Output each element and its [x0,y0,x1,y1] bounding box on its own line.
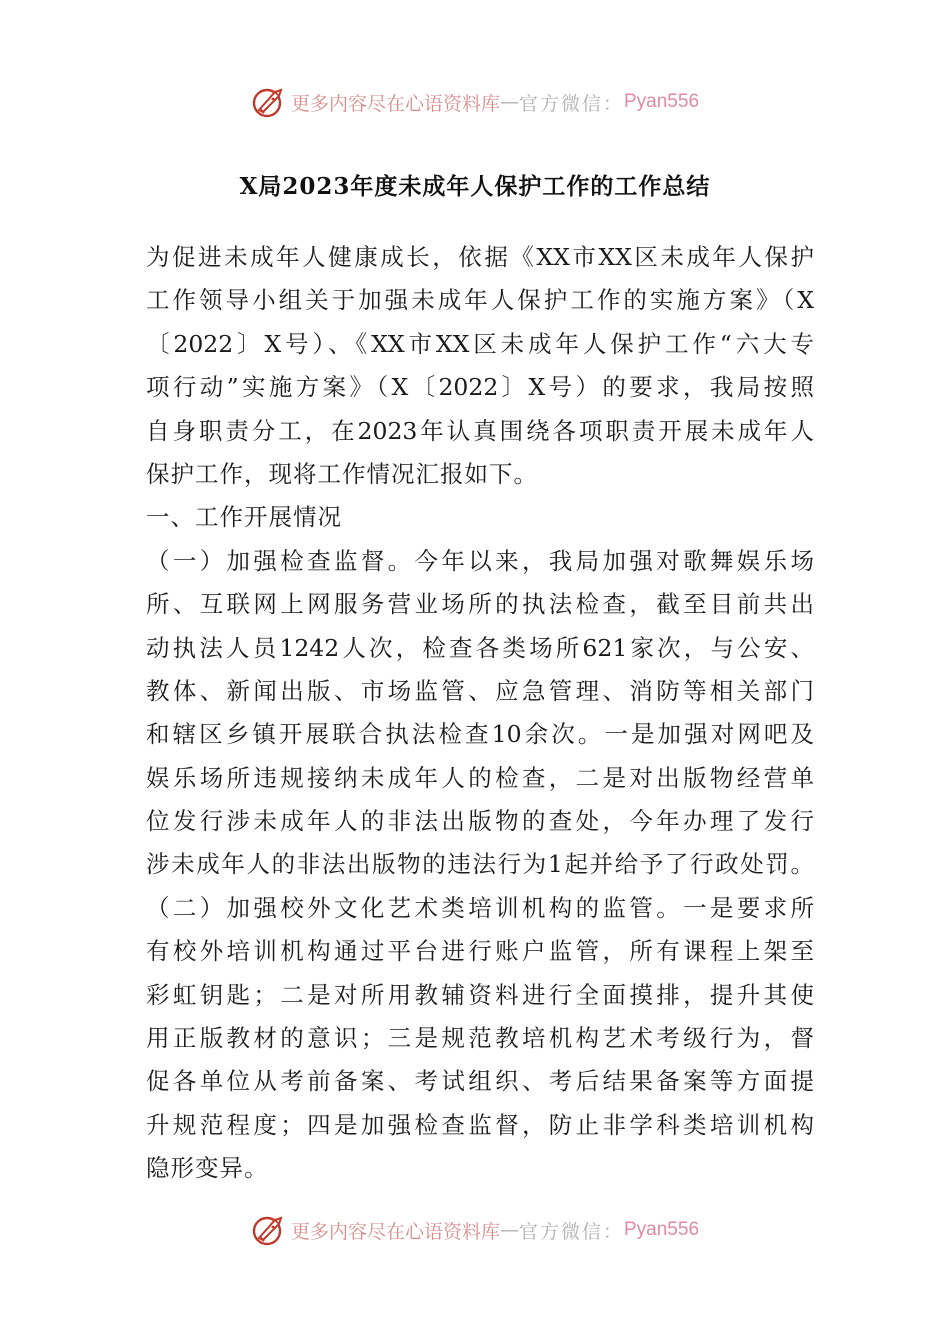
body-line: （二）加强校外文化艺术类培训机构的监管。一是要求所 [146,893,814,922]
body-line: 有校外培训机构通过平台进行账户监管，所有课程上架至 [146,937,814,966]
body-line: 为促进未成年人健康成长，依据《XX市XX区未成年人保护 [146,243,814,271]
pen-logo-icon [251,1212,287,1248]
pen-logo-icon [251,84,287,120]
body-line: 和辖区乡镇开展联合执法检查10余次。一是加强对网吧及 [146,720,814,749]
body-line: 教体、新闻出版、市场监管、应急管理、消防等相关部门 [146,676,814,705]
body-line: 位发行涉未成年人的非法出版物的查处，今年办理了发行 [146,807,814,836]
body-line: 〔2022〕X号）、《XX市XX区未成年人保护工作“六大专 [146,329,814,358]
body-line: 项行动”实施方案》（X〔2022〕X号）的要求，我局按照 [146,373,814,402]
body-line: 工作领导小组关于加强未成年人保护工作的实施方案》（X [146,286,814,315]
body-line: 促各单位从考前备案、考试组织、考后结果备案等方面提 [146,1067,814,1096]
banner-text: 更多内容尽在心语资料库 [290,1220,500,1243]
body-line: 一、工作开展情况 [146,503,342,532]
body-line: 自身职责分工，在2023年认真围绕各项职责开展未成年人 [146,416,814,445]
banner-wechat-id: Pyan556 [624,91,700,112]
banner-separator: — [499,1219,519,1241]
body-line: 动执法人员1242人次，检查各类场所621家次，与公安、 [146,633,814,662]
body-line: 用正版教材的意识；三是规范教培机构艺术考级行为，督 [146,1024,814,1053]
body-line: 娱乐场所违规接纳未成年人的检查，二是对出版物经营单 [146,763,814,792]
banner-text: 更多内容尽在心语资料库 [290,92,500,115]
body-line: 彩虹钥匙；二是对所用教辅资料进行全面摸排，提升其使 [146,980,814,1009]
banner-separator: — [499,91,519,113]
document-body [146,236,814,1191]
banner-wechat-id: Pyan556 [624,1219,700,1240]
body-line: （一）加强检查监督。今年以来，我局加强对歌舞娱乐场 [146,546,814,575]
banner-wechat-label: 官方微信： [518,92,624,115]
header-banner [0,80,950,124]
body-line: 涉未成年人的非法出版物的违法行为1起并给予了行政处罚。 [146,850,814,879]
footer-banner [0,1208,950,1252]
banner-wechat-label: 官方微信： [518,1220,624,1243]
document-title: X局2023年度未成年人保护工作的工作总结 [239,173,711,200]
body-line: 隐形变异。 [146,1154,269,1183]
body-line: 所、互联网上网服务营业场所的执法检查，截至目前共出 [146,590,814,619]
body-line: 保护工作，现将工作情况汇报如下。 [146,459,538,488]
body-line: 升规范程度；四是加强检查监督，防止非学科类培训机构 [146,1110,814,1139]
